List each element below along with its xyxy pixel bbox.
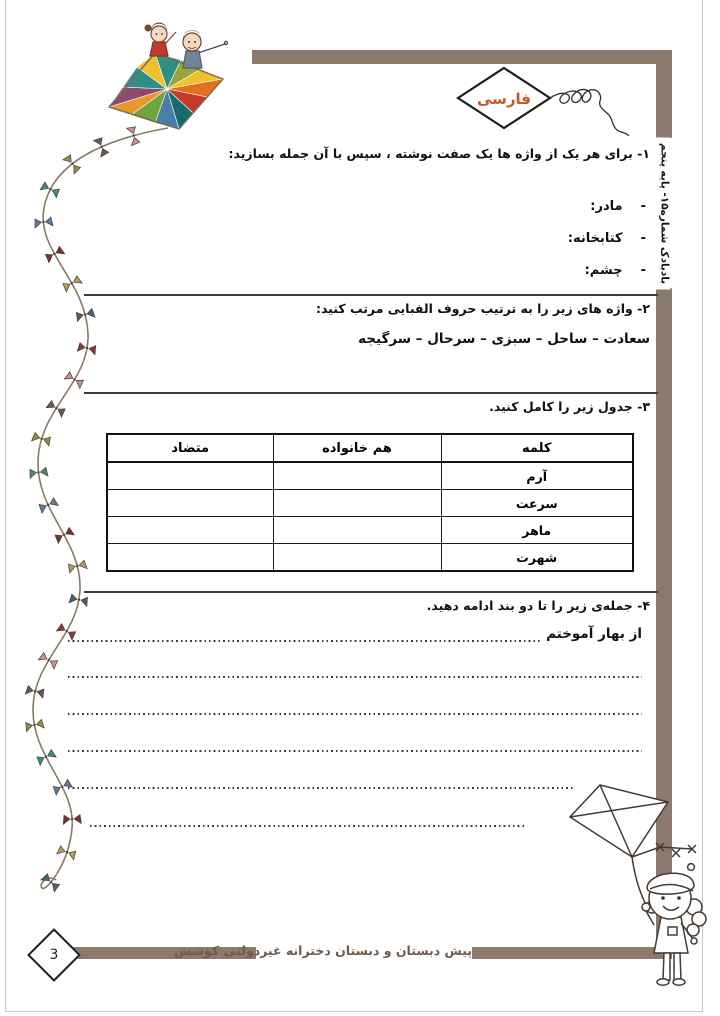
q1-item-label: چشم: [584, 263, 623, 278]
writing-line [68, 749, 642, 752]
girl-drawing [642, 864, 706, 986]
writing-line [68, 675, 642, 678]
word-cell: ماهر [441, 517, 633, 544]
q3-heading: ۳- جدول زیر را کامل کنید. [489, 399, 650, 414]
family-cell [273, 462, 441, 490]
q4-heading: ۴- جمله‌ی زیر را تا دو بند ادامه دهید. [426, 598, 650, 613]
writing-line [68, 712, 642, 715]
word-cell: شهرت [441, 544, 633, 572]
q4-lead-text: از بهار آموختم [546, 626, 642, 642]
antonym-cell [107, 462, 273, 490]
page-number: 3 [49, 947, 59, 963]
table-row [107, 462, 633, 490]
word-cell: سرعت [441, 490, 633, 517]
kite-girl [145, 22, 177, 56]
q1-item-eye [585, 263, 646, 278]
farsi-badge [440, 60, 675, 160]
col-word: کلمه [441, 434, 633, 462]
kite-drawing [570, 785, 668, 857]
q1-heading: ۱- برای هر یک از واژه ها یک صفت نوشته ، سپس با آن جمله بسازید: [228, 146, 650, 161]
family-cell [273, 490, 441, 517]
section-divider-1 [84, 294, 658, 296]
antonym-cell [107, 544, 273, 572]
footer-school-name: پیش دبستان و دبستان دخترانه غیردولتی کوشش [174, 943, 472, 958]
writing-line [68, 629, 540, 642]
section-divider-3 [84, 591, 658, 593]
family-cell [273, 544, 441, 572]
girl-with-kite-illustration [560, 755, 720, 1000]
badge-label: فارسی [476, 90, 532, 108]
antonym-cell [107, 490, 273, 517]
q1-item-label: مادر: [590, 199, 623, 214]
q1-item-mother [590, 199, 646, 214]
q3-table [106, 433, 634, 572]
table-row [107, 544, 633, 572]
kite-boy [183, 30, 228, 68]
word-cell: آرم [441, 462, 633, 490]
q1-item-library [568, 231, 646, 246]
q4-lead-line [68, 624, 642, 642]
page-edge-bottom [5, 1011, 703, 1012]
table-header-row [107, 434, 633, 462]
antonym-cell [107, 517, 273, 544]
string-doodle-icon [550, 89, 629, 136]
writing-line [68, 786, 575, 789]
table-row [107, 517, 633, 544]
q1-dash: - [640, 263, 646, 278]
writing-line [90, 824, 525, 827]
page-number-diamond [27, 928, 81, 982]
kite-bow-icon [656, 843, 696, 857]
section-divider-2 [84, 392, 658, 394]
sidebar-vertical-label: بادبادک شماره۱۵- پایه پنجم [654, 138, 671, 290]
col-family: هم خانواده [273, 434, 441, 462]
q1-item-label: کتابخانه: [567, 231, 623, 246]
table-row [107, 490, 633, 517]
family-cell [273, 517, 441, 544]
q2-word-list: سعادت – ساحل – سبزی – سرحال – سرگیجه [358, 331, 650, 347]
q2-heading: ۲- واژه های زیر را به ترتیب حروف الفبایی مرتب کنید: [315, 301, 650, 316]
col-antonym: متضاد [107, 434, 273, 462]
q1-dash: - [640, 199, 646, 214]
q1-dash: - [640, 231, 646, 246]
kite-kids-illustration [95, 15, 315, 150]
